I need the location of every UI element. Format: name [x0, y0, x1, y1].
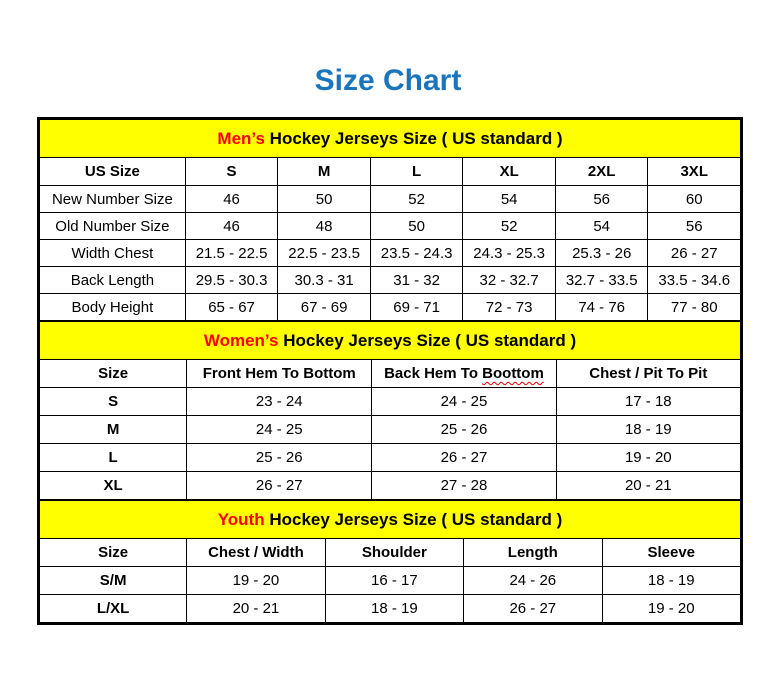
- mens-size-table: [39, 119, 741, 321]
- column-header: Size: [40, 539, 187, 567]
- mens-section-title: [40, 120, 741, 158]
- table-row: [40, 213, 741, 240]
- column-header: L: [370, 158, 463, 186]
- size-value-cell: 54: [555, 213, 648, 240]
- column-header-text: Back Hem To: [384, 365, 483, 382]
- size-value-cell: 50: [278, 186, 371, 213]
- column-header: Chest / Width: [187, 539, 325, 567]
- row-label: New Number Size: [40, 186, 186, 213]
- column-header: US Size: [40, 158, 186, 186]
- table-row: [40, 472, 741, 500]
- table-row: [40, 267, 741, 294]
- row-label: S/M: [40, 567, 187, 595]
- size-value-cell: 24 - 26: [464, 567, 602, 595]
- size-value-cell: 31 - 32: [370, 267, 463, 294]
- row-label: M: [40, 416, 187, 444]
- size-value-cell: 54: [463, 186, 556, 213]
- column-header: Front Hem To Bottom: [187, 360, 372, 388]
- table-row: [40, 416, 741, 444]
- row-label: Body Height: [40, 294, 186, 321]
- size-value-cell: 26 - 27: [464, 595, 602, 623]
- row-label: L/XL: [40, 595, 187, 623]
- size-value-cell: 52: [463, 213, 556, 240]
- size-value-cell: 30.3 - 31: [278, 267, 371, 294]
- column-header: Length: [464, 539, 602, 567]
- size-value-cell: 50: [370, 213, 463, 240]
- size-value-cell: 24 - 25: [187, 416, 372, 444]
- column-header: 2XL: [555, 158, 648, 186]
- row-label: S: [40, 388, 187, 416]
- size-value-cell: 52: [370, 186, 463, 213]
- youth-section-band: [40, 501, 741, 539]
- size-value-cell: 46: [185, 186, 278, 213]
- womens-section-title-highlight: Women’s: [203, 330, 279, 350]
- youth-section-title-rest: Hockey Jerseys Size ( US standard ): [264, 509, 563, 529]
- size-value-cell: 77 - 80: [648, 294, 741, 321]
- mens-section-title-rest: Hockey Jerseys Size ( US standard ): [264, 128, 563, 148]
- womens-section-title-rest: Hockey Jerseys Size ( US standard ): [278, 330, 577, 350]
- column-header: Size: [40, 360, 187, 388]
- size-value-cell: 16 - 17: [325, 567, 463, 595]
- table-row: [40, 567, 741, 595]
- column-header: S: [185, 158, 278, 186]
- column-header: XL: [463, 158, 556, 186]
- column-header: M: [278, 158, 371, 186]
- size-value-cell: 46: [185, 213, 278, 240]
- youth-section-title: [40, 501, 741, 539]
- size-value-cell: 19 - 20: [602, 595, 740, 623]
- size-value-cell: 18 - 19: [325, 595, 463, 623]
- womens-section-band: [40, 322, 741, 360]
- size-value-cell: 27 - 28: [372, 472, 556, 500]
- size-value-cell: 21.5 - 22.5: [185, 240, 278, 267]
- size-value-cell: 33.5 - 34.6: [648, 267, 741, 294]
- size-tables-container: [37, 117, 743, 625]
- mens-section-band: [40, 120, 741, 158]
- page-title: Size Chart: [314, 64, 462, 97]
- size-value-cell: 69 - 71: [370, 294, 463, 321]
- size-value-cell: 19 - 20: [187, 567, 325, 595]
- size-value-cell: 32 - 32.7: [463, 267, 556, 294]
- size-value-cell: 26 - 27: [187, 472, 372, 500]
- row-label: L: [40, 444, 187, 472]
- row-label: Old Number Size: [40, 213, 186, 240]
- size-value-cell: 18 - 19: [556, 416, 740, 444]
- size-value-cell: 20 - 21: [187, 595, 325, 623]
- column-header: Sleeve: [602, 539, 740, 567]
- mens-section-title-highlight: Men’s: [217, 128, 265, 148]
- row-label: Back Length: [40, 267, 186, 294]
- row-label: XL: [40, 472, 187, 500]
- size-value-cell: 24 - 25: [372, 388, 556, 416]
- size-value-cell: 20 - 21: [556, 472, 740, 500]
- table-row: [40, 595, 741, 623]
- womens-section-title: [40, 322, 741, 360]
- table-row: [40, 388, 741, 416]
- table-row: [40, 240, 741, 267]
- size-value-cell: 24.3 - 25.3: [463, 240, 556, 267]
- size-value-cell: 23.5 - 24.3: [370, 240, 463, 267]
- size-value-cell: 23 - 24: [187, 388, 372, 416]
- column-header: Chest / Pit To Pit: [556, 360, 740, 388]
- table-row: [40, 444, 741, 472]
- youth-header-row: [40, 539, 741, 567]
- column-header: 3XL: [648, 158, 741, 186]
- size-value-cell: 25 - 26: [372, 416, 556, 444]
- youth-section-title-highlight: Youth: [217, 509, 265, 529]
- mens-header-row: [40, 158, 741, 186]
- womens-header-row: [40, 360, 741, 388]
- size-value-cell: 56: [555, 186, 648, 213]
- size-value-cell: 26 - 27: [372, 444, 556, 472]
- size-value-cell: 48: [278, 213, 371, 240]
- size-value-cell: 67 - 69: [278, 294, 371, 321]
- size-value-cell: 26 - 27: [648, 240, 741, 267]
- size-value-cell: 32.7 - 33.5: [555, 267, 648, 294]
- row-label: Width Chest: [40, 240, 186, 267]
- size-value-cell: 25.3 - 26: [555, 240, 648, 267]
- size-value-cell: 65 - 67: [185, 294, 278, 321]
- size-value-cell: 19 - 20: [556, 444, 740, 472]
- size-value-cell: 74 - 76: [555, 294, 648, 321]
- womens-size-table: [39, 321, 741, 500]
- youth-size-table: [39, 500, 741, 623]
- table-row: [40, 294, 741, 321]
- size-value-cell: 56: [648, 213, 741, 240]
- spellcheck-underlined-word: Boottom: [482, 365, 544, 382]
- size-value-cell: 18 - 19: [602, 567, 740, 595]
- size-value-cell: 72 - 73: [463, 294, 556, 321]
- table-row: [40, 186, 741, 213]
- size-value-cell: 29.5 - 30.3: [185, 267, 278, 294]
- size-value-cell: 25 - 26: [187, 444, 372, 472]
- size-value-cell: 22.5 - 23.5: [278, 240, 371, 267]
- column-header: Shoulder: [325, 539, 463, 567]
- size-value-cell: 17 - 18: [556, 388, 740, 416]
- size-value-cell: 60: [648, 186, 741, 213]
- column-header-misspelled: [372, 360, 556, 388]
